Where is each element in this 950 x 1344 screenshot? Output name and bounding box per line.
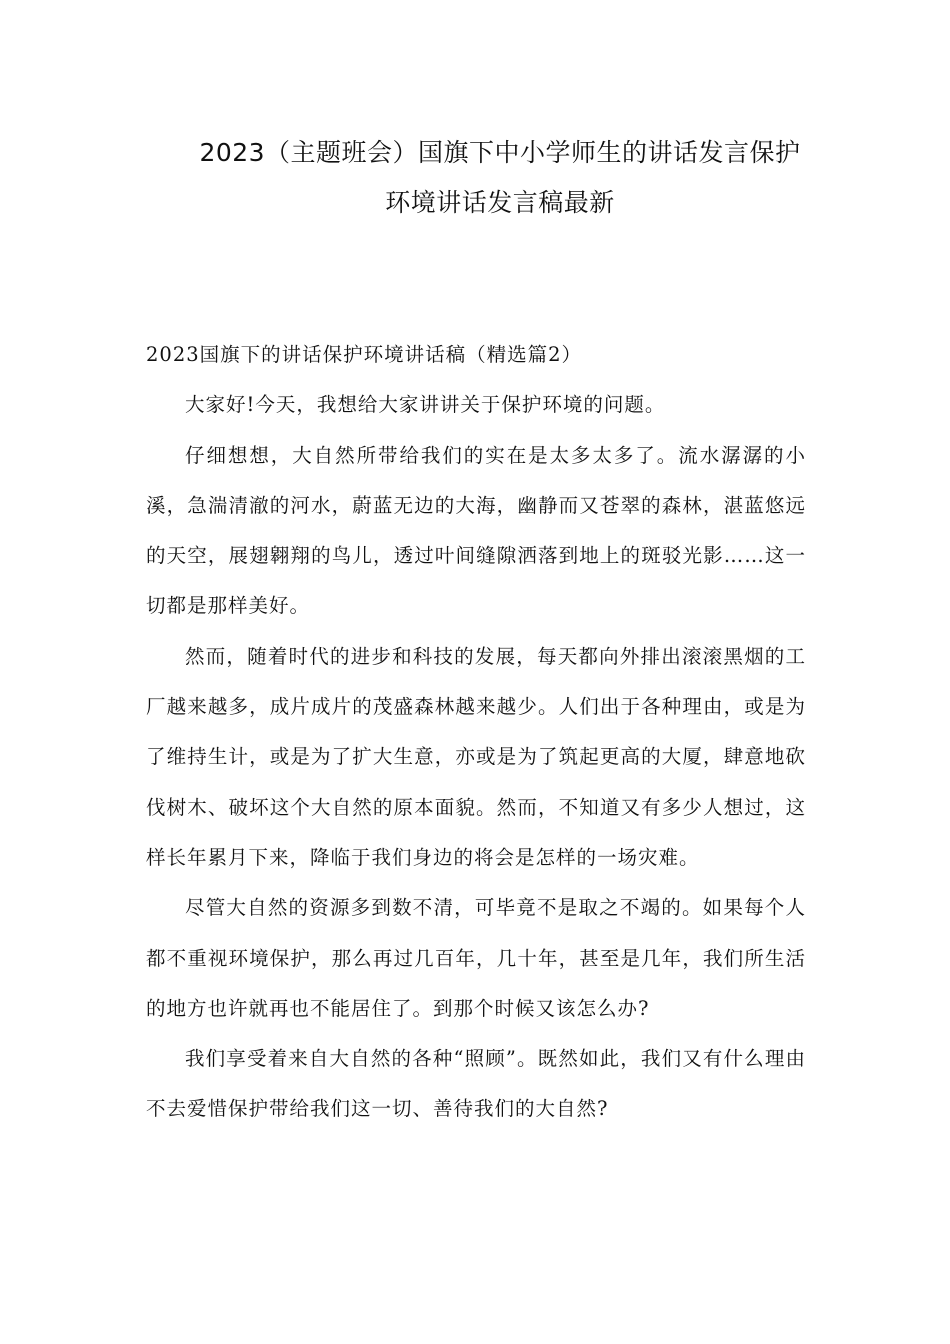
paragraph-resources: 尽管大自然的资源多到数不清，可毕竟不是取之不竭的。如果每个人都不重视环境保护，那么再过几百年，几十年，甚至是几年，我们所生活的地方也许就再也不能居住了。到那个时候又该怎么办? xyxy=(146,896,806,1020)
title-line-1: 2023（主题班会）国旗下中小学师生的讲话发言保护 xyxy=(199,138,801,167)
paragraph-conclusion: 我们享受着来自大自然的各种“照顾”。既然如此，我们又有什么理由不去爱惜保护带给我们这一切、善待我们的大自然? xyxy=(146,1047,806,1121)
paragraph-nature-gifts: 仔细想想，大自然所带给我们的实在是太多太多了。流水潺潺的小溪，急湍清澈的河水，蔚蓝无边的大海，幽静而又苍翠的森林，湛蓝悠远的天空，展翅翱翔的鸟儿，透过叶间缝隙洒落到地上的斑驳光影……这一切都是那样美好。 xyxy=(146,443,806,618)
title-line-2: 环境讲话发言稿最新 xyxy=(385,188,615,217)
document-body xyxy=(146,330,806,1135)
document-title xyxy=(100,128,900,228)
section-subtitle: 2023国旗下的讲话保护环境讲话稿（精选篇2） xyxy=(146,343,583,366)
paragraph-destruction: 然而，随着时代的进步和科技的发展，每天都向外排出滚滚黑烟的工厂越来越多，成片成片的茂盛森林越来越少。人们出于各种理由，或是为了维持生计，或是为了扩大生意，亦或是为了筑起更高的大厦，肆意地砍伐树木、破坏这个大自然的原本面貌。然而，不知道又有多少人想过，这样长年累月下来，降临于我们身边的将会是怎样的一场灾难。 xyxy=(146,644,806,869)
paragraph-greeting: 大家好!今天，我想给大家讲讲关于保护环境的问题。 xyxy=(185,393,666,417)
